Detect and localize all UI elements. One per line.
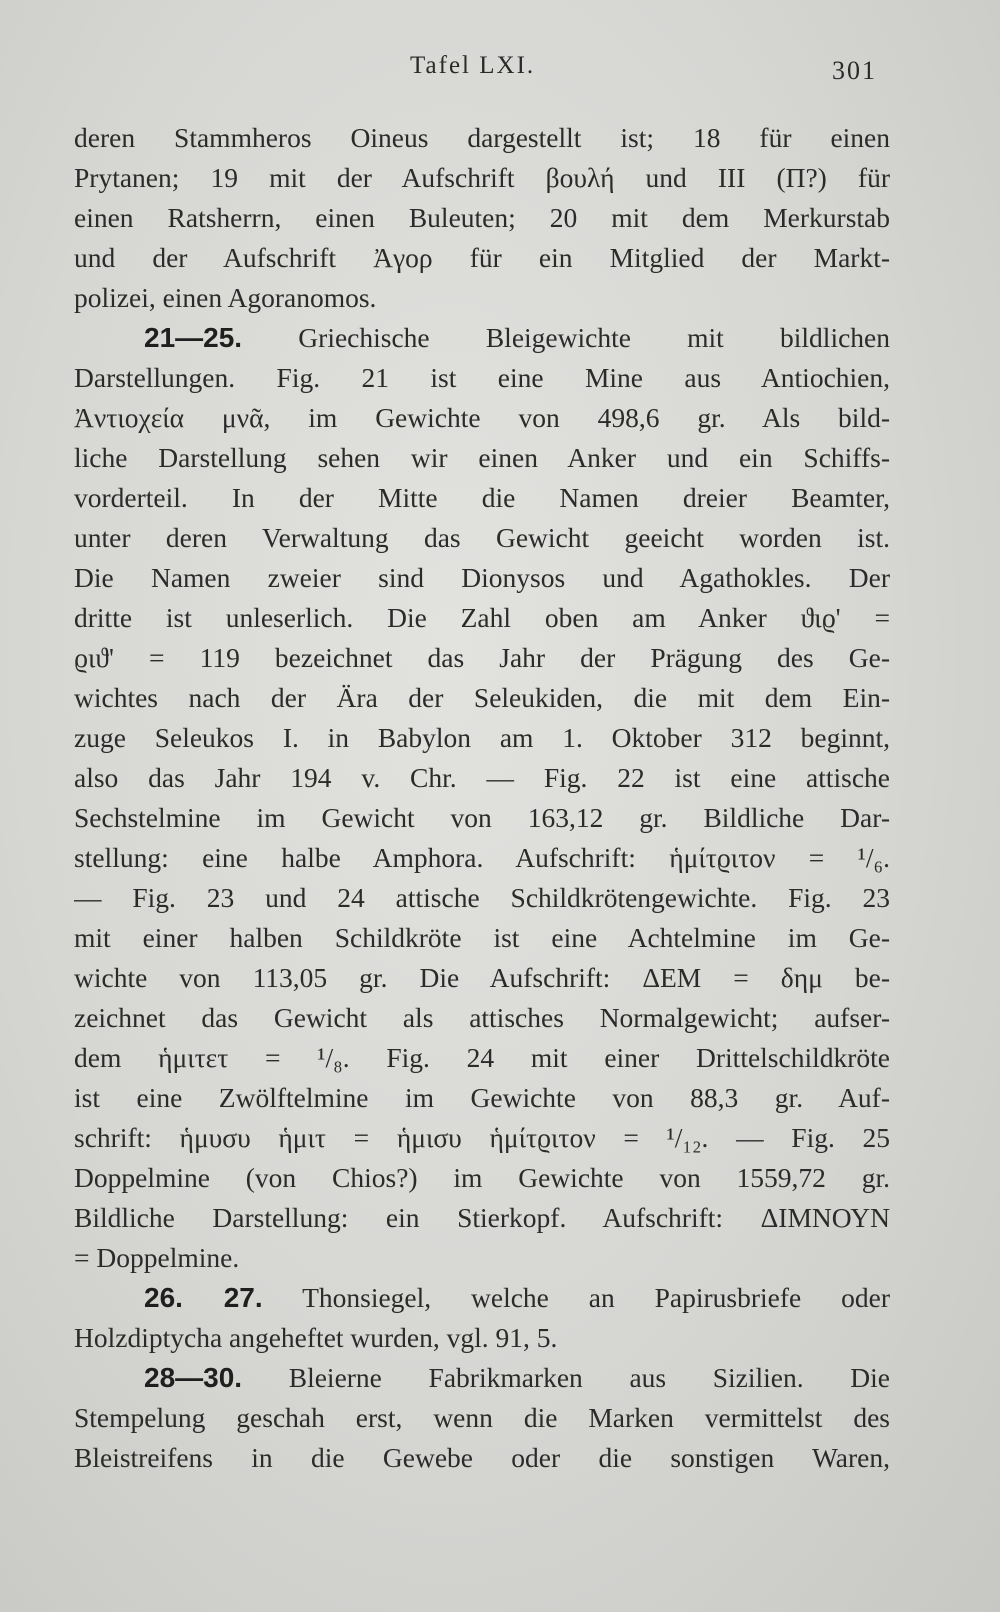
page-number: 301 <box>832 56 877 85</box>
text-line <box>74 1358 890 1398</box>
text-line <box>74 918 890 958</box>
line-text: also das Jahr 194 v. Chr. — Fig. 22 ist eine attische <box>74 762 890 793</box>
text-line <box>74 158 890 198</box>
text-line <box>74 438 890 478</box>
text-line <box>74 998 890 1038</box>
line-text: ist eine Zwölftelmine im Gewichte von 88,3 gr. Auf- <box>74 1082 890 1113</box>
line-text: liche Darstellung sehen wir einen Anker und ein Schiffs- <box>74 442 890 473</box>
line-text: Bildliche Darstellung: ein Stierkopf. Aufschrift: ΔΙΜΝΟΥΝ <box>74 1202 890 1233</box>
text-line <box>74 1198 890 1238</box>
line-text: unter deren Verwaltung das Gewicht geeicht worden ist. <box>74 522 890 553</box>
text-line <box>74 478 890 518</box>
line-text: deren Stammheros Oineus dargestellt ist; 18 für einen <box>74 122 890 153</box>
line-text: ϱιϑ' = 119 bezeichnet das Jahr der Prägung des Ge- <box>74 642 890 673</box>
line-text: = Doppelmine. <box>74 1242 240 1273</box>
line-text: mit einer halben Schildkröte ist eine Achtelmine im Ge- <box>74 922 890 953</box>
text-line <box>74 1278 890 1318</box>
line-text: schrift: ἡμυσυ ἡμιτ = ἡμισυ ἡμίτϱιτον = ¹/₁₂. — Fig. 25 <box>74 1122 890 1153</box>
text-line <box>74 318 890 358</box>
text-line <box>74 198 890 238</box>
text-line <box>74 1398 890 1438</box>
text-line <box>74 1318 890 1358</box>
line-text: Bleistreifens in die Gewebe oder die sonstigen Waren, <box>74 1442 890 1473</box>
text-line <box>74 558 890 598</box>
line-text: einen Ratsherrn, einen Buleuten; 20 mit dem Merkurstab <box>74 202 890 233</box>
line-text: Die Namen zweier sind Dionysos und Agathokles. Der <box>74 562 890 593</box>
line-text: wichte von 113,05 gr. Die Aufschrift: ΔΕΜ = δημ be- <box>74 962 890 993</box>
body-text <box>74 118 890 1478</box>
line-text: und der Aufschrift Ἀγορ für ein Mitglied der Markt- <box>74 242 890 273</box>
text-line <box>74 398 890 438</box>
text-line <box>74 1118 890 1158</box>
line-text: Ἀντιοχεία μνᾶ, im Gewichte von 498,6 gr. Als bild- <box>74 402 890 433</box>
text-line <box>74 1238 890 1278</box>
text-line <box>74 718 890 758</box>
line-text: wichtes nach der Ära der Seleukiden, die mit dem Ein- <box>74 682 890 713</box>
text-line <box>74 1078 890 1118</box>
line-text: Doppelmine (von Chios?) im Gewichte von 1559,72 gr. <box>74 1162 890 1193</box>
text-line <box>74 958 890 998</box>
text-line <box>74 118 890 158</box>
page-header <box>0 52 1000 92</box>
text-line <box>74 278 890 318</box>
line-text: Prytanen; 19 mit der Aufschrift βουλή und III (Π?) für <box>74 162 890 193</box>
line-text: polizei, einen Agoranomos. <box>74 282 377 313</box>
text-line <box>74 838 890 878</box>
line-text: dritte ist unleserlich. Die Zahl oben am Anker ϑιϱ' = <box>74 602 890 633</box>
running-title: Tafel LXI. <box>410 52 536 79</box>
line-text: dem ἡμιτετ = ¹/₈. Fig. 24 mit einer Drittelschildkröte <box>74 1042 890 1073</box>
line-text: zuge Seleukos I. in Babylon am 1. Oktober 312 beginnt, <box>74 722 890 753</box>
line-text: Darstellungen. Fig. 21 ist eine Mine aus Antiochien, <box>74 362 890 393</box>
text-line <box>74 878 890 918</box>
section-number: 28—30. <box>144 1362 243 1393</box>
line-text: stellung: eine halbe Amphora. Aufschrift: ἡμίτϱιτον = ¹/₆. <box>74 842 890 873</box>
text-line <box>74 1158 890 1198</box>
line-text: zeichnet das Gewicht als attisches Normalgewicht; aufser- <box>74 1002 890 1033</box>
line-text: Holzdiptycha angeheftet wurden, vgl. 91, 5. <box>74 1322 558 1353</box>
text-line <box>74 238 890 278</box>
section-number: 26. 27. <box>144 1282 263 1313</box>
text-line <box>74 758 890 798</box>
text-line <box>74 358 890 398</box>
text-line <box>74 1038 890 1078</box>
text-line <box>74 518 890 558</box>
line-text: Griechische Bleigewichte mit bildlichen <box>298 322 890 353</box>
line-text: Thonsiegel, welche an Papirusbriefe oder <box>302 1282 890 1313</box>
text-line <box>74 638 890 678</box>
text-line <box>74 678 890 718</box>
line-text: — Fig. 23 und 24 attische Schildkrötengewichte. Fig. 23 <box>74 882 890 913</box>
section-number: 21—25. <box>144 322 243 353</box>
text-line <box>74 798 890 838</box>
text-line <box>74 1438 890 1478</box>
line-text: vorderteil. In der Mitte die Namen dreier Beamter, <box>74 482 890 513</box>
line-text: Stempelung geschah erst, wenn die Marken vermittelst des <box>74 1402 890 1433</box>
line-text: Bleierne Fabrikmarken aus Sizilien. Die <box>288 1362 890 1393</box>
line-text: Sechstelmine im Gewicht von 163,12 gr. Bildliche Dar- <box>74 802 890 833</box>
text-line <box>74 598 890 638</box>
